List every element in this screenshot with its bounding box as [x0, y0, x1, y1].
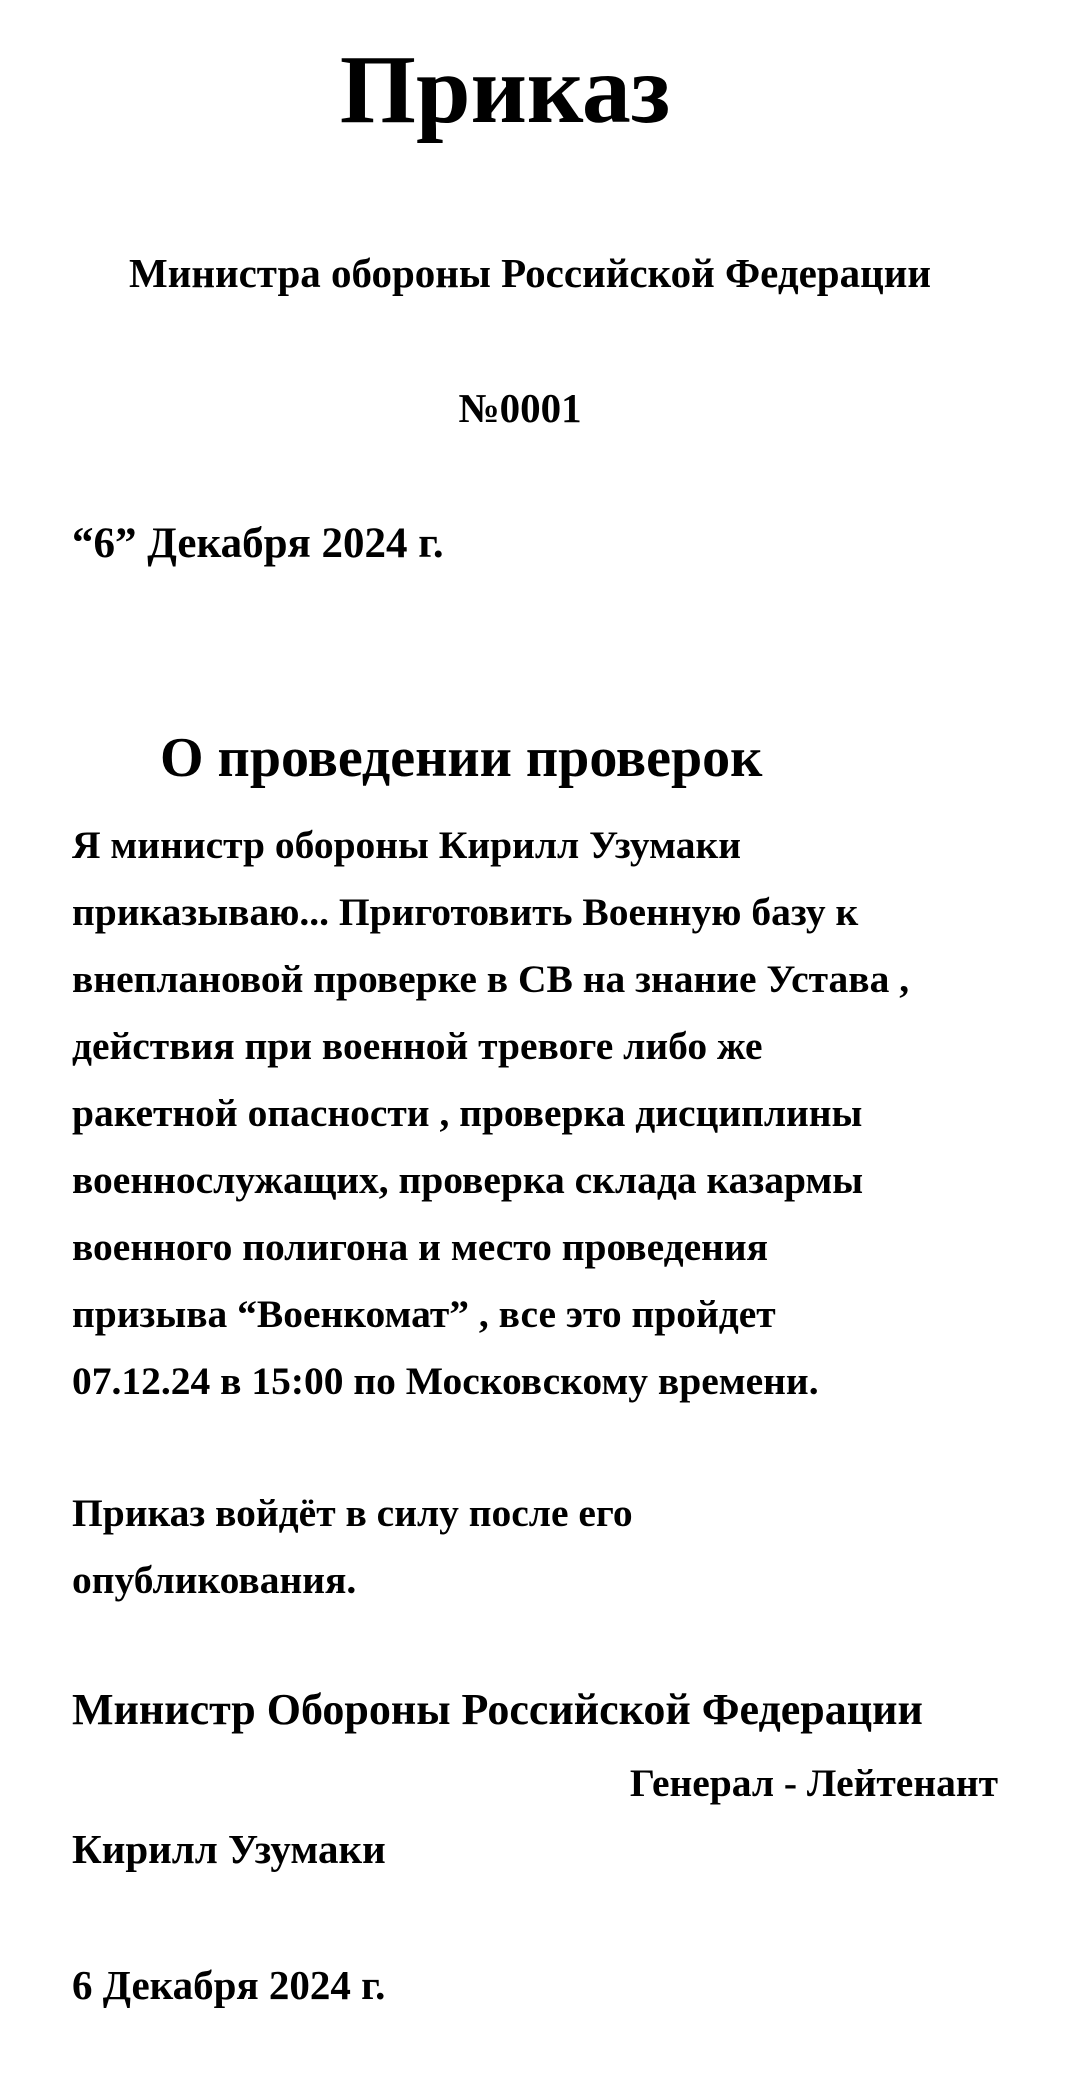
document-title: Приказ [339, 36, 671, 144]
signer-name: Кирилл Узумаки [72, 1826, 386, 1872]
document-body [72, 812, 1032, 1415]
document-subtitle: Министра обороны Российской Федерации [129, 250, 931, 296]
effective-line: Приказ войдёт в силу после его [72, 1491, 633, 1535]
document-date-bottom: 6 Декабря 2024 г. [72, 1962, 386, 2008]
body-line: ракетной опасности , проверка дисциплины [72, 1091, 863, 1135]
body-line: военнослужащих, проверка склада казармы [72, 1158, 864, 1202]
body-line: приказываю... Приготовить Военную базу к [72, 890, 859, 934]
signer-organization: Министр Обороны Российской Федерации [72, 1685, 923, 1734]
document-heading: О проведении проверок [160, 727, 763, 789]
signer-rank: Генерал - Лейтенант [629, 1761, 998, 1805]
body-line: внеплановой проверке в СВ на знание Устава , [72, 957, 910, 1001]
body-line: Я министр обороны Кирилл Узумаки [72, 823, 742, 867]
effective-clause [72, 1480, 972, 1614]
document-number: №0001 [458, 385, 582, 431]
body-line: 07.12.24 в 15:00 по Московскому времени. [72, 1359, 819, 1403]
body-line: призыва “Военкомат” , все это пройдет [72, 1292, 776, 1336]
effective-line: опубликования. [72, 1558, 357, 1602]
body-line: военного полигона и место проведения [72, 1225, 769, 1269]
document-date-top: “6” Декабря 2024 г. [72, 520, 444, 567]
body-line: действия при военной тревоге либо же [72, 1024, 763, 1068]
